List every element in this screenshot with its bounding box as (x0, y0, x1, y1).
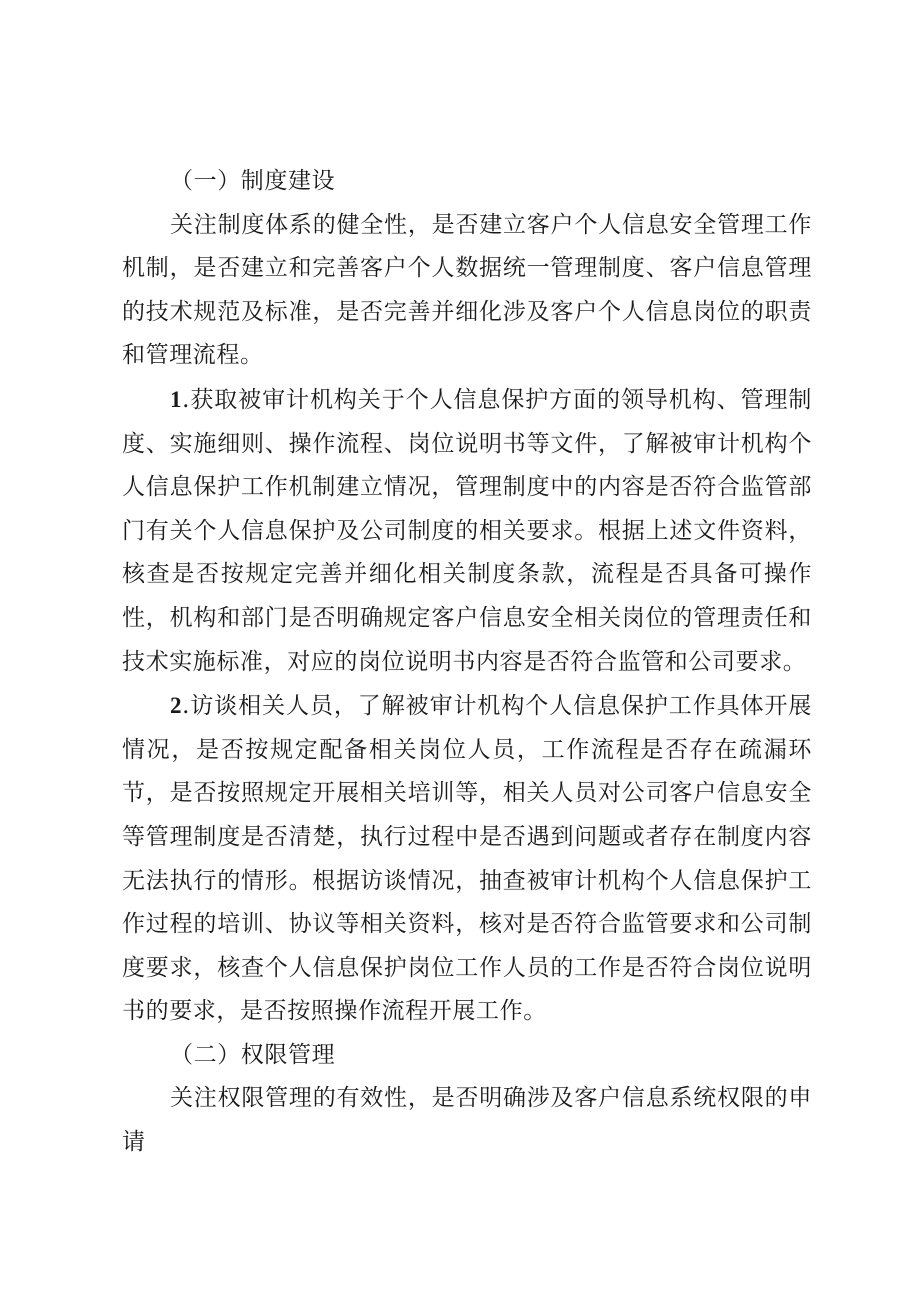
item-text: .获取被审计机构关于个人信息保护方面的领导机构、管理制度、实施细则、操作流程、岗位说明书等文件，了解被审计机构个人信息保护工作机制建立情况，管理制度中的内容是否符合监管部门有关个人信息保护及公司制度的相关要求。根据上述文件资料，核查是否按规定完善并细化相关制度条款，流程是否具备可操作性，机构和部门是否明确规定客户信息安全相关岗位的管理责任和技术实施标准，对应的岗位说明书内容是否符合监管和公司要求。 (122, 386, 812, 675)
item-text: .访谈相关人员，了解被审计机构个人信息保护工作具体开展情况，是否按规定配备相关岗位人员，工作流程是否存在疏漏环节，是否按照规定开展相关培训等，相关人员对公司客户信息安全等管理制度是否清楚，执行过程中是否遇到问题或者存在制度内容无法执行的情形。根据访谈情况，抽查被审计机构个人信息保护工作过程的培训、协议等相关资料，核对是否符合监管要求和公司制度要求，核查个人信息保护岗位工作人员的工作是否符合岗位说明书的要求，是否按照操作流程开展工作。 (122, 693, 812, 1025)
section-heading-permission-management: （二）权限管理 (170, 1041, 336, 1068)
section-intro-paragraph: 关注权限管理的有效性，是否明确涉及客户信息系统权限的申请 (122, 1085, 812, 1156)
section-intro-paragraph: 关注制度体系的健全性，是否建立客户个人信息安全管理工作机制，是否建立和完善客户个人数据统一管理制度、客户信息管理的技术规范及标准，是否完善并细化涉及客户个人信息岗位的职责和管理流程。 (122, 211, 812, 369)
item-number: 1 (170, 386, 183, 412)
section-heading-system-building: （一）制度建设 (170, 168, 336, 194)
list-item-2 (122, 684, 812, 1034)
item-number: 2 (170, 693, 183, 719)
list-item-1 (122, 378, 812, 684)
document-page (122, 150, 812, 1165)
